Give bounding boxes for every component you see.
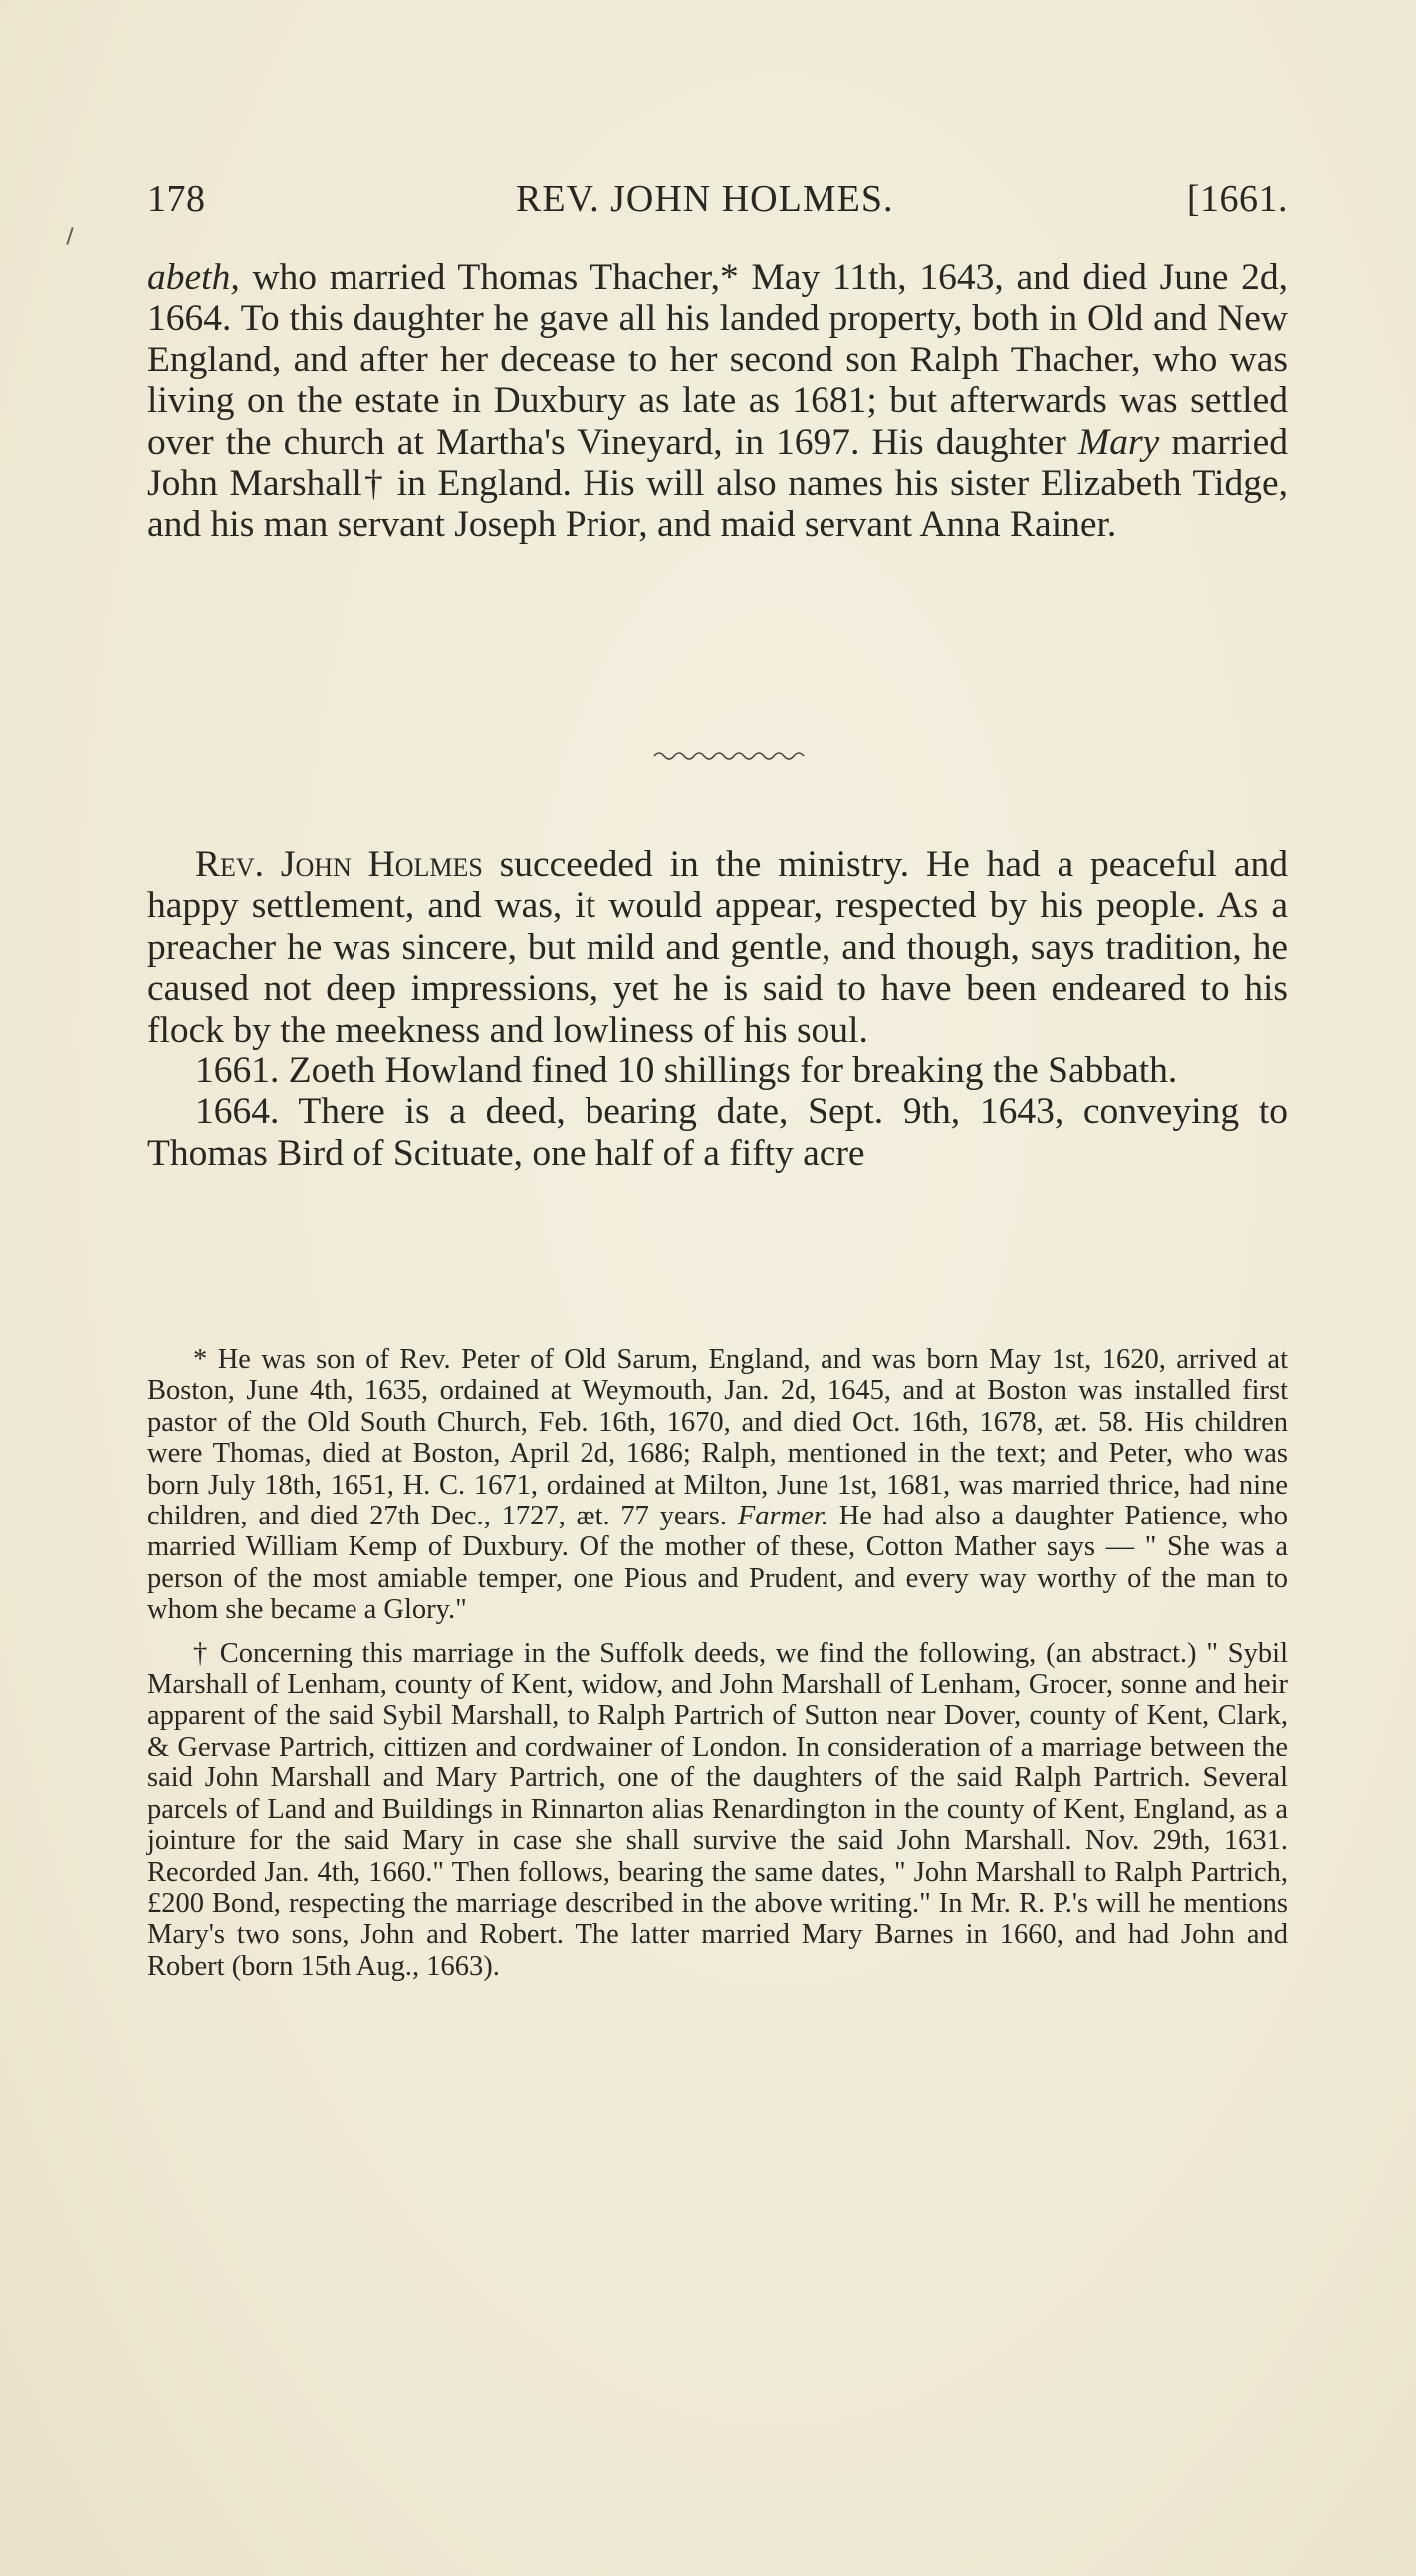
paragraph-holmes-text: succeeded in the ministry. He had a peaceful and happy settlement, and was, it would appear, respected by his people. As a preacher he was sincere, but mild and gentle, and though, says tradition, he caused not deep impressions, yet he is said to have been endeared to his flock by the meekness and lowliness of his soul. (147, 844, 1288, 1051)
footnote-asterisk-text-part1: * He was son of Rev. Peter of Old Sarum, England, and was born May 1st, 1620, arrived at Boston, June 4th, 1635, ordained at Weymouth, Jan. 2d, 1645, and at Boston was installed first pastor of the Old South Church, Feb. 16th, 1670, and died Oct. 16th, 1678, æt. 58. His children were Thomas, died at Boston, April 2d, 1686; Ralph, mentioned in the text; and Peter, who was born July 18th, 1651, H. C. 1671, ordained at Milton, June 1st, 1681, was married thrice, had nine children, and died 27th Dec., 1727, æt. 77 years. (147, 1344, 1288, 1532)
footnote-asterisk-italic-farmer: Farmer. (737, 1501, 828, 1532)
running-title: REV. JOHN HOLMES. (516, 178, 894, 220)
wavy-rule-ornament-icon (652, 749, 807, 763)
paragraph-1664: 1664. There is a deed, bearing date, Sept. 9th, 1643, conveying to Thomas Bird of Scituate, one half of a fifty acre (147, 1091, 1288, 1174)
footnote-asterisk-text-part2: He had also a daughter Patience, who married William Kemp of Duxbury. Of the mother of these, Cotton Mather says — " She was a person of the most amiable temper, one Pious and Prudent, and every way worthy of the man to whom she became a Glory." (147, 1501, 1289, 1626)
footnote-dagger: † Concerning this marriage in the Suffolk deeds, we find the following, (an abstract.) " Sybil Marshall of Lenham, county of Kent, widow, and John Marshall of Lenham, Grocer, sonne and heir apparent of the said Sybil Marshall, to Ralph Partrich of Sutton near Dover, county of Kent, Clark, & Gervase Partrich, cittizen and cordwainer of London. In consideration of a marriage between the said John Marshall and Mary Partrich, one of the daughters of the said Ralph Partrich. Several parcels of Land and Buildings in Rinnarton alias Renardington in the county of Kent, England, as a jointure for the said Mary in case she shall survive the said John Marshall. Nov. 29th, 1631. Recorded Jan. 4th, 1660." Then follows, bearing the same dates, " John Marshall to Ralph Partrich, £200 Bond, respecting the marriage described in the above writing." In Mr. R. P.'s will he mentions Mary's two sons, John and Robert. The latter married Mary Barnes in 1660, and had John and Robert (born 15th Aug., 1663). (147, 1637, 1288, 1982)
paragraph-holmes (147, 844, 1288, 1051)
italic-fragment-abeth: abeth, (147, 257, 240, 298)
footnote-asterisk (147, 1344, 1288, 1626)
running-header (147, 177, 1288, 227)
paragraph-text-part2: married John Marshall† in England. His will also names his sister Elizabeth Tidge, and his man servant Joseph Prior, and maid servant Anna Rainer. (147, 421, 1288, 546)
footnotes (147, 1344, 1288, 1982)
stray-ink-mark (66, 227, 73, 245)
main-text (147, 844, 1288, 1174)
name-rev-john-holmes: Rev. John Holmes (195, 844, 483, 885)
continued-paragraph (147, 257, 1288, 546)
italic-name-mary: Mary (1078, 421, 1160, 463)
running-year: [1661. (1186, 178, 1288, 220)
page-number: 178 (147, 178, 206, 220)
paragraph-thacher (147, 257, 1288, 546)
paragraph-1661: 1661. Zoeth Howland fined 10 shillings for breaking the Sabbath. (195, 1051, 1178, 1092)
paragraph-text-part1: who married Thomas Thacher,* May 11th, 1643, and died June 2d, 1664. To this daughter he gave all his landed property, both in Old and New England, and after her decease to her second son Ralph Thacher, who was living on the estate in Duxbury as late as 1681; but afterwards was settled over the church at Martha's Vineyard, in 1697. His daughter (147, 257, 1288, 463)
